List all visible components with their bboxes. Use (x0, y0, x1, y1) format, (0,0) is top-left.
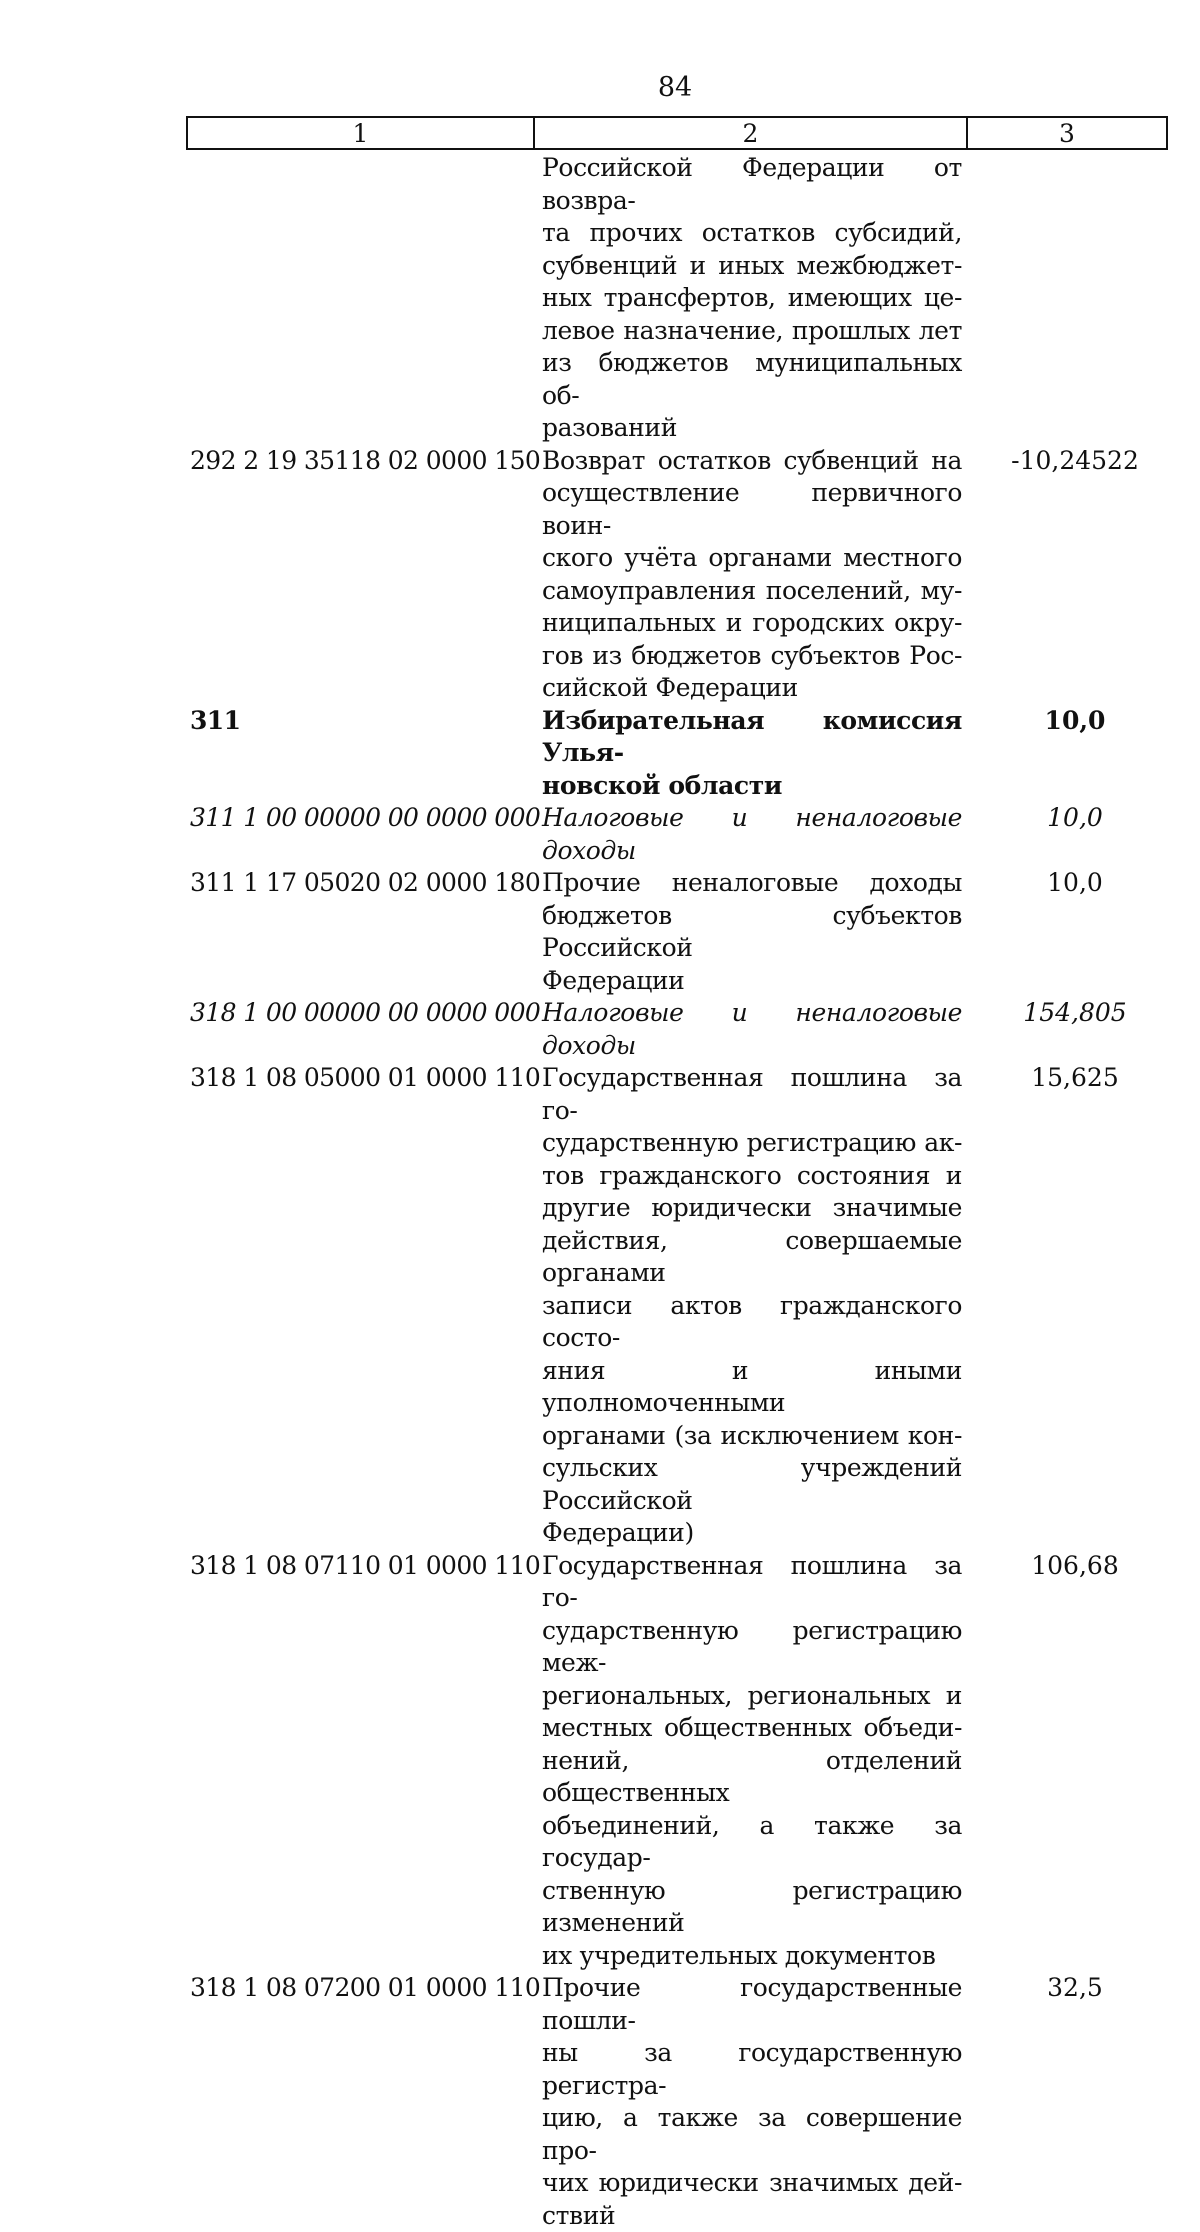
description-line: Государственная пошлина за го- (542, 1550, 962, 1615)
table-row (186, 1972, 1168, 2232)
table-header (186, 116, 1168, 150)
description-line: их учредительных документов (542, 1940, 962, 1973)
budget-code: 311 1 00 00000 00 0000 000 (186, 802, 533, 835)
description-line: яния и иными уполномоченными (542, 1355, 962, 1420)
table-row (186, 705, 1168, 803)
description-line: сульских учреждений Российской (542, 1452, 962, 1517)
description (542, 1550, 962, 1973)
amount: 154,805 (962, 997, 1168, 1030)
description-line: региональных, региональных и (542, 1680, 962, 1713)
page-number: 84 (0, 72, 1200, 104)
amount: 10,0 (962, 867, 1168, 900)
description-line: Прочие неналоговые доходы (542, 867, 962, 900)
budget-code: 292 2 19 35118 02 0000 150 (186, 445, 533, 478)
description-line: новской области (542, 770, 962, 803)
description-line: объединений, а также за государ- (542, 1810, 962, 1875)
description-line: ского учёта органами местного (542, 542, 962, 575)
description-line: Российской Федерации от возвра- (542, 152, 962, 217)
table-row (186, 445, 1168, 705)
description-line: Государственная пошлина за го- (542, 1062, 962, 1127)
budget-code: 311 (186, 705, 533, 738)
table-row (186, 997, 1168, 1062)
description-line: действия, совершаемые органами (542, 1225, 962, 1290)
budget-code: 318 1 08 07110 01 0000 110 (186, 1550, 533, 1583)
amount: 32,5 (962, 1972, 1168, 2005)
table-body (186, 152, 1168, 2232)
description-line: местных общественных объеди- (542, 1712, 962, 1745)
description-line: записи актов гражданского состо- (542, 1290, 962, 1355)
description-line: Налоговые и неналоговые доходы (542, 997, 962, 1062)
description-line: Федерации (542, 965, 962, 998)
description-line: ны за государственную регистра- (542, 2037, 962, 2102)
description (542, 1972, 962, 2232)
description-line: субвенций и иных межбюджет- (542, 250, 962, 283)
description-line: ниципальных и городских окру- (542, 607, 962, 640)
amount: 15,625 (962, 1062, 1168, 1095)
description (542, 997, 962, 1062)
description-line: другие юридически значимые (542, 1192, 962, 1225)
description-line: сударственную регистрацию меж- (542, 1615, 962, 1680)
description-line: та прочих остатков субсидий, (542, 217, 962, 250)
description-line: Федерации) (542, 1517, 962, 1550)
amount: -10,24522 (962, 445, 1168, 478)
budget-code: 318 1 08 05000 01 0000 110 (186, 1062, 533, 1095)
description-line: из бюджетов муниципальных об- (542, 347, 962, 412)
description (542, 802, 962, 867)
description-line: Возврат остатков субвенций на (542, 445, 962, 478)
description-line: чих юридически значимых дей- (542, 2167, 962, 2200)
description-line: ственную регистрацию изменений (542, 1875, 962, 1940)
description-line: органами (за исключением кон- (542, 1420, 962, 1453)
description-line: тов гражданского состояния и (542, 1160, 962, 1193)
description (542, 152, 962, 445)
description-line: Избирательная комиссия Улья- (542, 705, 962, 770)
description-line: ных трансфертов, имеющих це- (542, 282, 962, 315)
table-row (186, 1062, 1168, 1550)
description-line: бюджетов субъектов Российской (542, 900, 962, 965)
table-row (186, 1550, 1168, 1973)
column-header-3: 3 (968, 118, 1166, 148)
table-row (186, 152, 1168, 445)
description-line: разований (542, 412, 962, 445)
amount: 106,68 (962, 1550, 1168, 1583)
description-line: Налоговые и неналоговые доходы (542, 802, 962, 867)
column-header-1: 1 (188, 118, 535, 148)
budget-code: 318 1 00 00000 00 0000 000 (186, 997, 533, 1030)
budget-code: 311 1 17 05020 02 0000 180 (186, 867, 533, 900)
table-row (186, 867, 1168, 997)
table-row (186, 802, 1168, 867)
description-line: Прочие государственные пошли- (542, 1972, 962, 2037)
description-line: цию, а также за совершение про- (542, 2102, 962, 2167)
description-line: осуществление первичного воин- (542, 477, 962, 542)
description (542, 445, 962, 705)
description-line: сударственную регистрацию ак- (542, 1127, 962, 1160)
description-line: левое назначение, прошлых лет (542, 315, 962, 348)
description (542, 1062, 962, 1550)
description-line: ствий (542, 2200, 962, 2232)
description (542, 867, 962, 997)
description (542, 705, 962, 803)
budget-code: 318 1 08 07200 01 0000 110 (186, 1972, 533, 2005)
description-line: сийской Федерации (542, 672, 962, 705)
amount: 10,0 (962, 802, 1168, 835)
description-line: гов из бюджетов субъектов Рос- (542, 640, 962, 673)
description-line: самоуправления поселений, му- (542, 575, 962, 608)
amount: 10,0 (962, 705, 1168, 738)
column-header-2: 2 (535, 118, 968, 148)
description-line: нений, отделений общественных (542, 1745, 962, 1810)
